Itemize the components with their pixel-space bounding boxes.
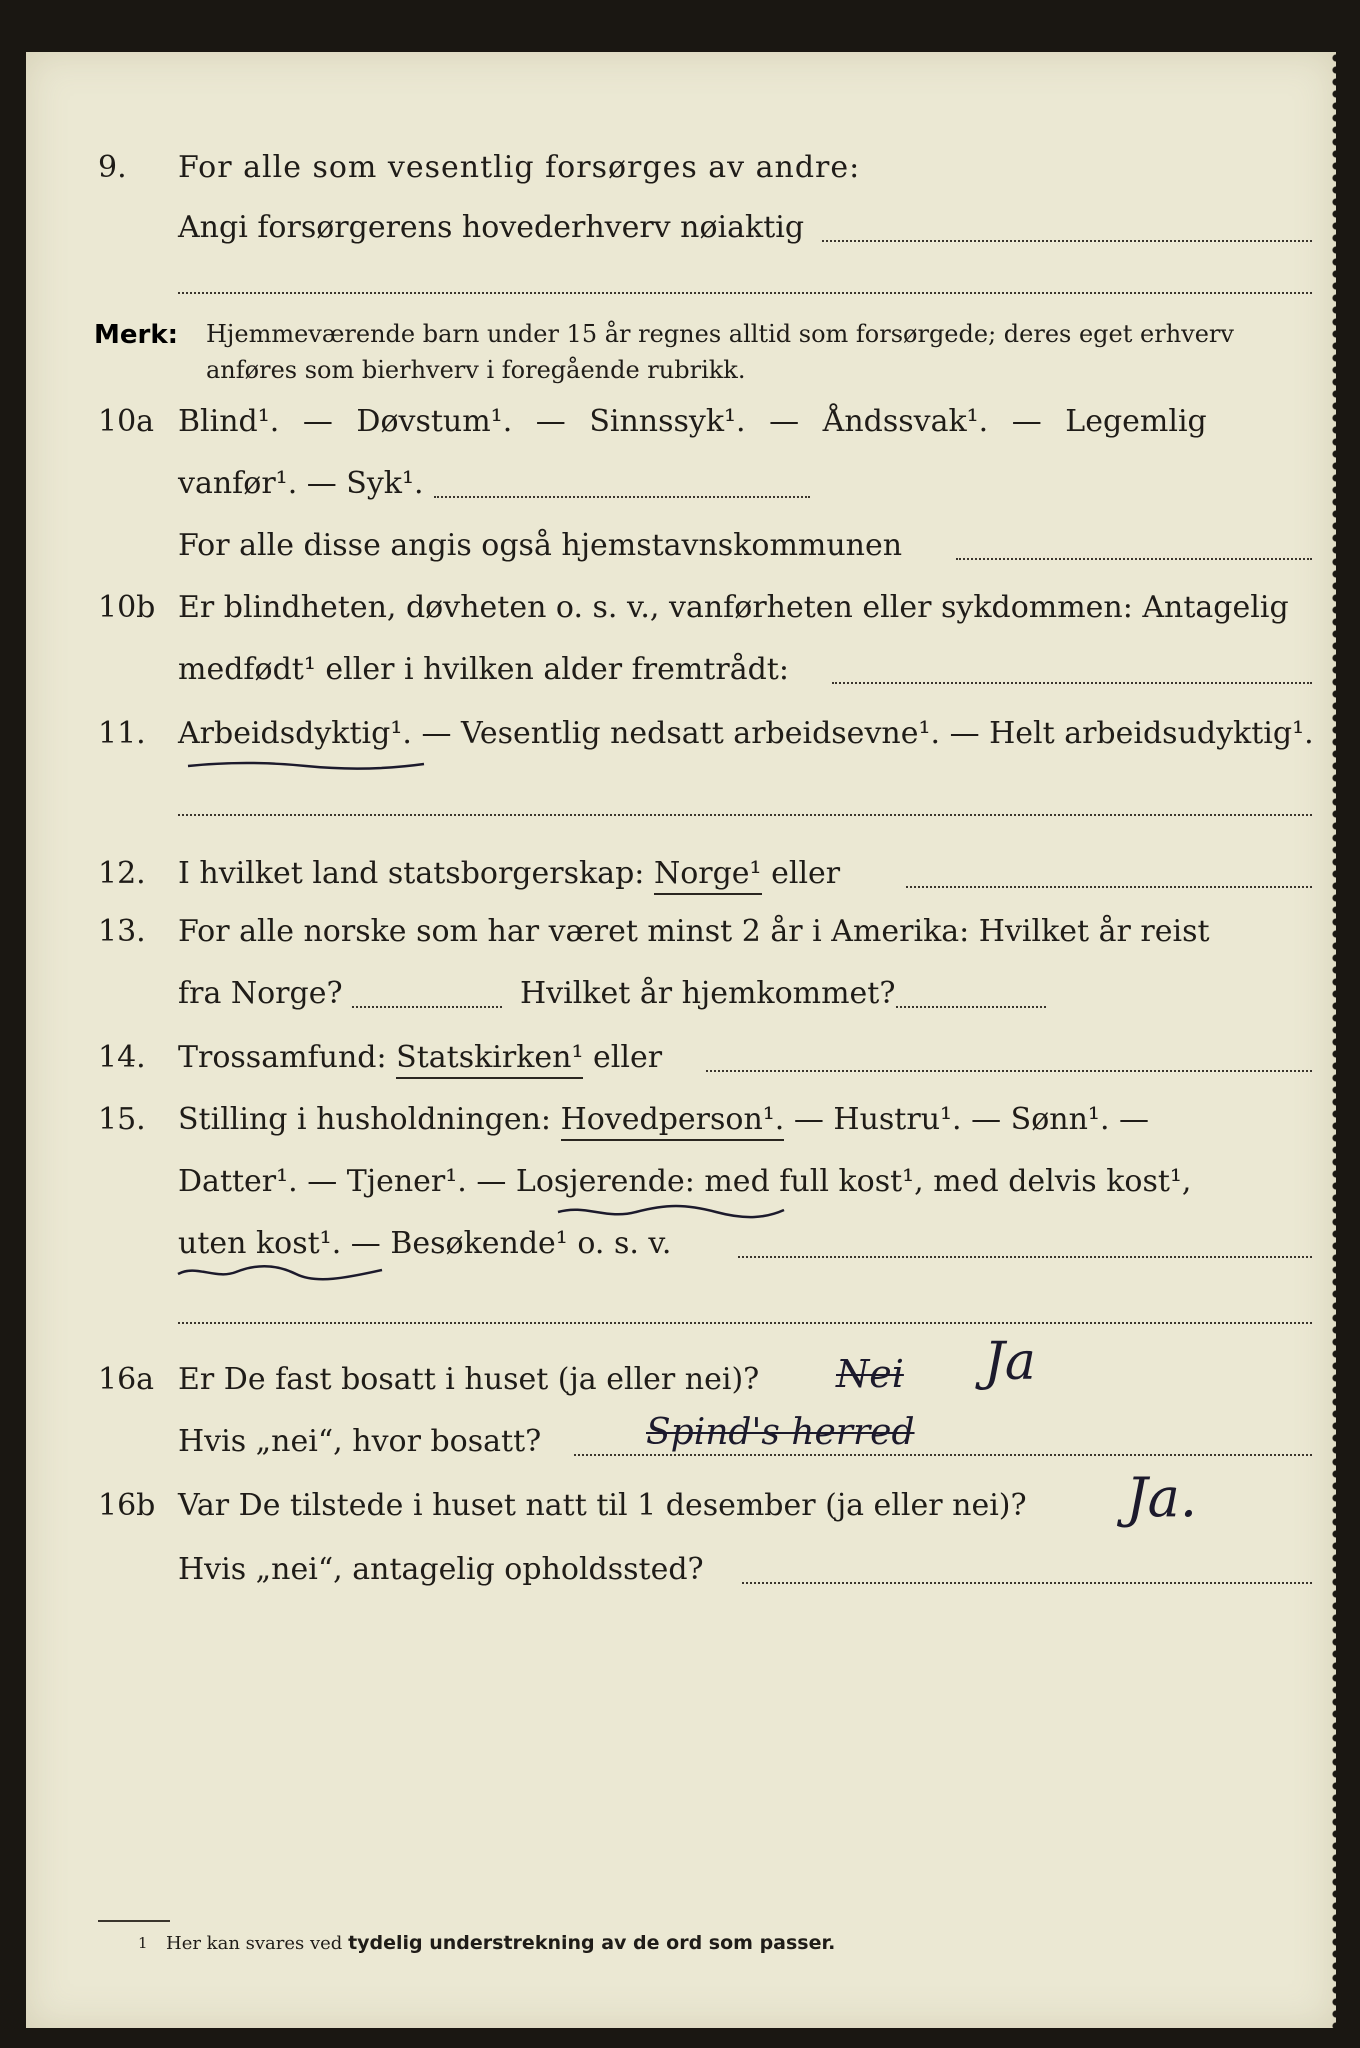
answer-dotted-line[interactable] [574,1454,1312,1456]
question-text-post: eller [761,856,841,891]
option-arbeidsdyktig[interactable]: Arbeidsdyktig¹. [178,716,412,751]
answer-dotted-line[interactable] [178,292,1312,294]
question-number: 12. [98,856,146,891]
question-10a-line2 [26,466,1336,518]
answer-dotted-line[interactable] [956,558,1312,560]
question-text: Hvis „nei“, hvor bosatt? [178,1424,542,1459]
question-text: For alle disse angis også hjemstavnskommunen [178,528,903,563]
question-text-pre: I hvilket land statsborgerskap: [178,856,645,891]
answer-dotted-line[interactable] [352,1006,502,1008]
footnote-mark: 1 [138,1934,148,1952]
question-11 [26,716,1336,768]
question-9-line2 [26,210,1336,262]
handwritten-underline [186,758,426,772]
question-text-post: — Hustru¹. — Sønn¹. — [784,1102,1150,1137]
handwritten-underline [176,1262,386,1282]
question-text: Var De tilstede i huset natt til 1 desember (ja eller nei)? [178,1488,1027,1523]
footnote [26,1932,1336,1962]
question-text: fra Norge? [178,976,343,1011]
question-text-post: — Besøkende¹ o. s. v. [341,1226,672,1261]
question-14 [26,1040,1336,1092]
question-15-line1 [26,1102,1336,1154]
answer-dotted-line[interactable] [822,240,1312,242]
question-text: Hvis „nei“, antagelig opholdssted? [178,1552,704,1587]
answer-dotted-line[interactable] [178,1322,1312,1324]
option-uten-kost[interactable]: uten kost¹. [178,1226,342,1261]
question-text-pre: Trossamfund: [178,1040,387,1075]
handwritten-underline [556,1204,786,1220]
question-10a-line1 [26,404,1336,456]
question-text [178,856,840,891]
answer-dotted-line[interactable] [906,886,1312,888]
question-number: 16a [98,1362,155,1397]
merk-label: Merk: [94,320,179,350]
question-text [178,1164,1191,1199]
question-number: 13. [98,914,146,949]
question-15-line3 [26,1226,1336,1278]
handwritten-answer[interactable]: Ja. [1126,1466,1198,1529]
question-text: vanfør¹. — Syk¹. [178,466,424,501]
question-number: 15. [98,1102,146,1137]
question-text: Angi forsørgerens hovederhverv nøiaktig [178,210,805,245]
question-text: For alle norske som har været minst 2 år i Amerika: Hvilket år reist [178,914,1210,949]
question-number: 9. [98,150,127,185]
question-10b-line2 [26,652,1336,704]
question-text-rest: — Vesentlig nedsatt arbeidsevne¹. — Helt arbeidsudyktig¹. [411,716,1314,751]
question-10a-line3 [26,528,1336,580]
question-number: 10a [98,404,155,439]
question-text-pre: Stilling i husholdningen: [178,1102,552,1137]
question-9-line1 [26,150,1336,202]
question-16a-line1 [26,1332,1336,1414]
merk-text: Hjemmeværende barn under 15 år regnes alltid som forsørgede; deres eget erhverv [206,320,1234,348]
question-text [178,716,1314,751]
question-16b-line2 [26,1552,1336,1604]
question-text-post: med full kost¹, med delvis kost¹, [694,1164,1192,1199]
question-text: For alle som vesentlig forsørges av andre: [178,150,861,185]
question-13-line2 [26,976,1336,1028]
question-text [178,1102,1149,1137]
question-text-post: eller [583,1040,663,1075]
question-text: Blind¹. — Døvstum¹. — Sinnssyk¹. — Åndssvak¹. — Legemlig [178,404,1207,439]
footnote-rule [98,1920,170,1922]
question-15-line2 [26,1164,1336,1216]
answer-dotted-line[interactable] [896,1006,1046,1008]
footnote-text-pre: Her kan svares ved [166,1933,349,1954]
answer-dotted-line[interactable] [742,1582,1312,1584]
question-16b-line1 [26,1466,1336,1540]
question-text [178,1226,671,1261]
option-norge[interactable]: Norge¹ [654,856,762,895]
answer-dotted-line[interactable] [832,682,1312,684]
question-number: 16b [98,1488,156,1523]
merk-text: anføres som bierhverv i foregående rubrikk. [206,356,746,384]
footnote-text-bold: tydelig understrekning av de ord som passer. [348,1932,836,1954]
question-text: medfødt¹ eller i hvilken alder fremtrådt: [178,652,789,687]
handwritten-answer-struck: Spind's herred [646,1412,915,1453]
handwritten-answer-struck: Nei [836,1352,904,1396]
question-text: Er De fast bosatt i huset (ja eller nei)? [178,1362,760,1397]
question-text: Hvilket år hjemkommet? [520,976,896,1011]
question-number: 14. [98,1040,146,1075]
answer-dotted-line[interactable] [178,814,1312,816]
option-statskirken[interactable]: Statskirken¹ [396,1040,583,1079]
answer-dotted-line[interactable] [738,1256,1312,1258]
question-number: 11. [98,716,146,751]
answer-dotted-line[interactable] [706,1070,1312,1072]
option-losjerende[interactable]: Losjerende: [515,1164,695,1199]
question-text [178,1040,662,1075]
question-12 [26,856,1336,908]
merk-note-line2 [26,356,1336,408]
option-hovedperson[interactable]: Hovedperson¹. [561,1102,785,1141]
answer-dotted-line[interactable] [434,496,810,498]
handwritten-answer[interactable]: Ja [984,1332,1036,1392]
question-13-line1 [26,914,1336,966]
question-10b-line1 [26,590,1336,642]
question-number: 10b [98,590,156,625]
census-form-page [26,52,1336,2028]
question-text-pre: Datter¹. — Tjener¹. — [178,1164,516,1199]
question-text: Er blindheten, døvheten o. s. v., vanførheten eller sykdommen: Antagelig [178,590,1289,625]
footnote-text [166,1932,835,1954]
